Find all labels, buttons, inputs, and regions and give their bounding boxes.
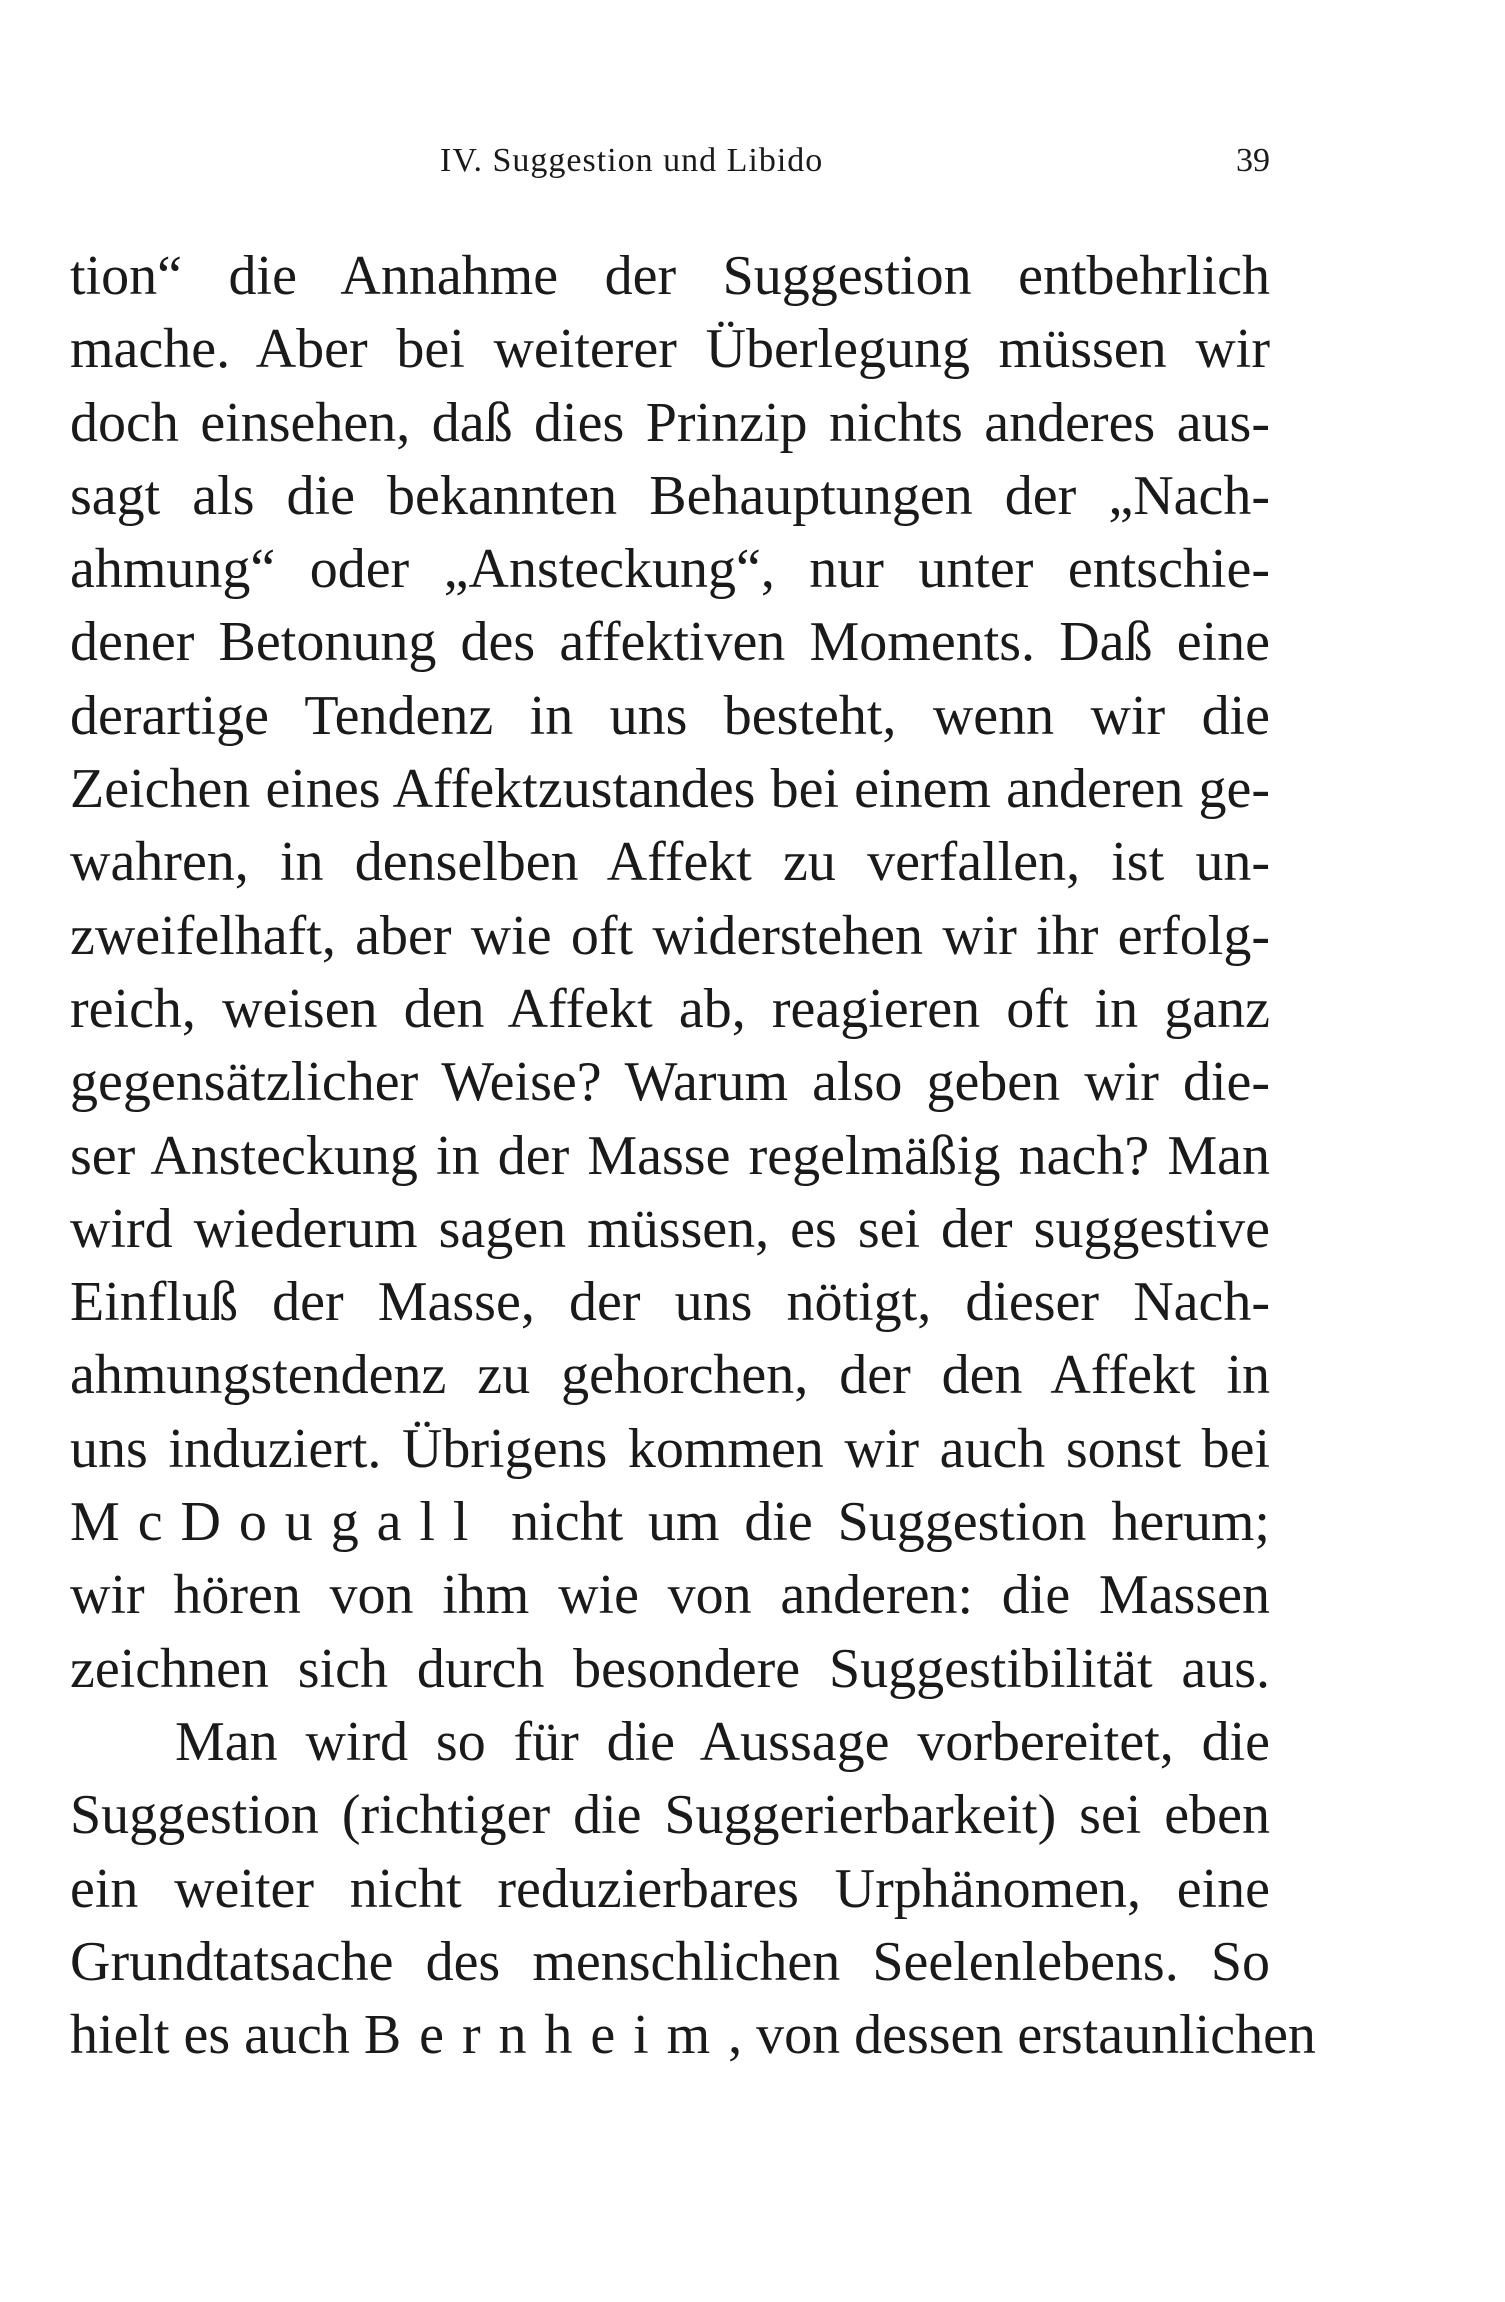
text-line: Grundtatsache des menschlichen Seelenlebens. So bbox=[70, 1930, 1270, 1993]
text-line: uns induziert. Übrigens kommen wir auch sonst bei bbox=[70, 1417, 1270, 1480]
text-span: nicht um die Suggestion herum; bbox=[486, 1491, 1270, 1554]
paragraph-first-line: Man wird so für die Aussage vorbereitet, die bbox=[175, 1710, 1270, 1773]
text-line bbox=[70, 1486, 1270, 1559]
text-line: ser Ansteckung in der Masse regelmäßig nach? Man bbox=[70, 1124, 1270, 1187]
text-line: reich, weisen den Affekt ab, reagieren oft in ganz bbox=[70, 977, 1270, 1040]
text-line: Einfluß der Masse, der uns nötigt, dieser Nach- bbox=[70, 1271, 1270, 1334]
text-line: derartige Tendenz in uns besteht, wenn wir die bbox=[70, 684, 1270, 747]
text-line: wird wiederum sagen müssen, es sei der suggestive bbox=[70, 1197, 1270, 1260]
text-line: wir hören von ihm wie von anderen: die Massen bbox=[70, 1564, 1270, 1627]
text-line: Suggestion (richtiger die Suggerierbarkeit) sei eben bbox=[70, 1784, 1270, 1847]
author-name-spaced: Bernheim bbox=[363, 2004, 729, 2067]
text-line: tion“ die Annahme der Suggestion entbehrlich bbox=[70, 245, 1270, 307]
text-line: dener Betonung des affektiven Moments. Daß eine bbox=[70, 611, 1270, 674]
text-line: zweifelhaft, aber wie oft widerstehen wir ihr erfolg- bbox=[70, 904, 1270, 967]
text-line: wahren, in denselben Affekt zu verfallen, ist un- bbox=[70, 831, 1270, 894]
author-name-spaced: McDougall bbox=[70, 1491, 487, 1554]
text-line: ein weiter nicht reduzierbares Urphänomen, eine bbox=[70, 1857, 1270, 1920]
text-line: mache. Aber bei weiterer Überlegung müssen wir bbox=[70, 318, 1270, 381]
page-number: 39 bbox=[1236, 142, 1270, 179]
body-text bbox=[70, 240, 1316, 2072]
text-line: ahmungstendenz zu gehorchen, der den Affekt in bbox=[70, 1344, 1270, 1407]
running-title: IV. Suggestion und Libido bbox=[440, 142, 824, 179]
text-line: doch einsehen, daß dies Prinzip nichts anderes aus- bbox=[70, 391, 1270, 454]
text-line: sagt als die bekannten Behauptungen der „Nach- bbox=[70, 464, 1270, 527]
text-line: ahmung“ oder „Ansteckung“, nur unter entschie- bbox=[70, 538, 1270, 601]
text-line: Zeichen eines Affektzustandes bei einem anderen ge- bbox=[70, 758, 1270, 821]
text-line bbox=[70, 1999, 1316, 2072]
text-span: , von dessen erstaunlichen bbox=[728, 2004, 1316, 2067]
text-line: zeichnen sich durch besondere Suggestibilität aus. bbox=[70, 1637, 1270, 1700]
text-span: hielt es auch bbox=[70, 2004, 364, 2067]
page-header bbox=[70, 142, 1270, 192]
text-line: gegensätzlicher Weise? Warum also geben wir die- bbox=[70, 1051, 1270, 1114]
